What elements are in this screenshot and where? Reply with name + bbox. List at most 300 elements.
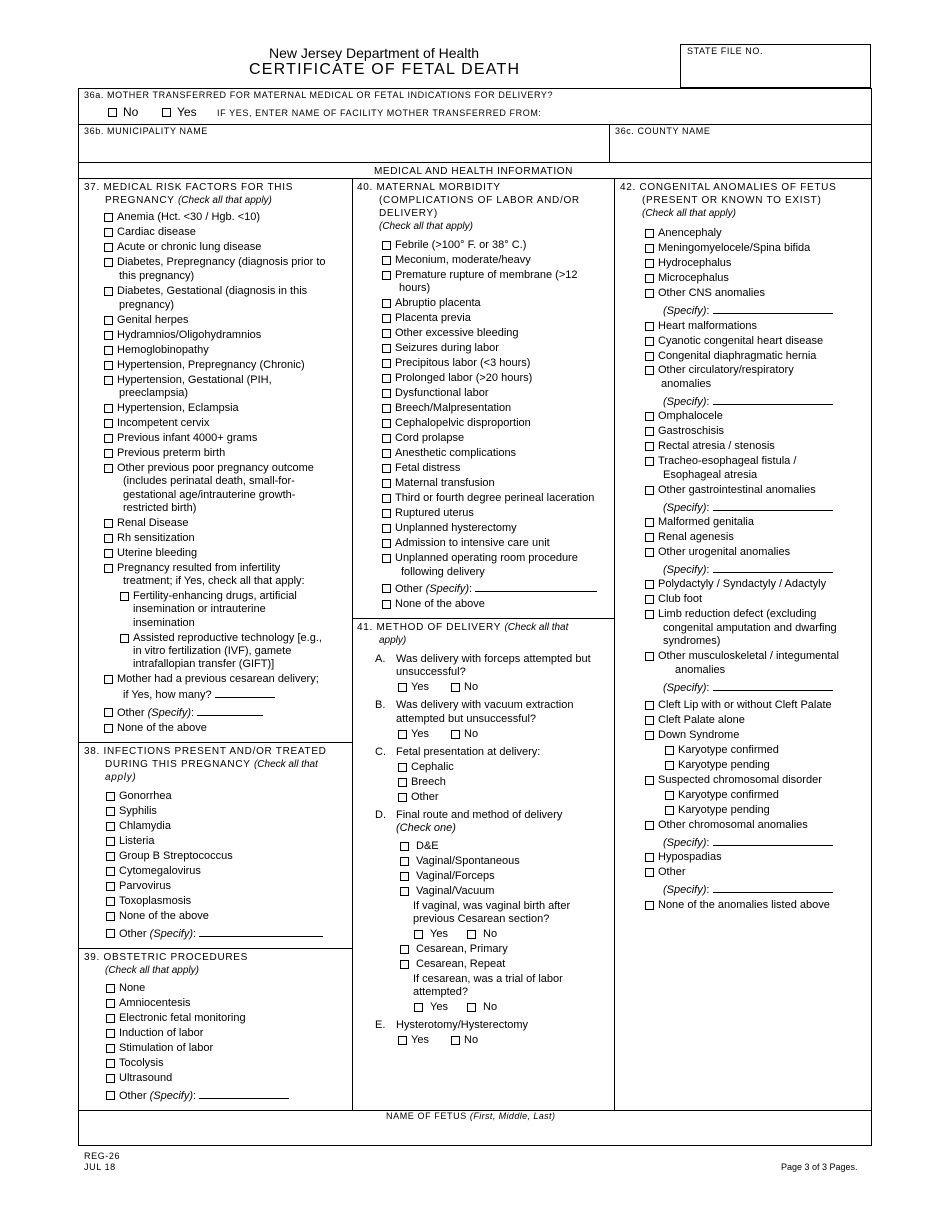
checkbox[interactable]: [645, 486, 654, 495]
q37-title-line1: 37. MEDICAL RISK FACTORS FOR THIS: [84, 182, 294, 193]
checkbox[interactable]: [106, 1059, 115, 1068]
checkbox[interactable]: [645, 244, 654, 253]
q41-b-letter: B.: [375, 699, 386, 711]
checkbox[interactable]: [451, 683, 460, 692]
item-label: Genital herpes: [117, 314, 189, 326]
checkbox[interactable]: [106, 822, 115, 831]
fetus-name-title: NAME OF FETUS: [386, 1111, 467, 1121]
checkbox[interactable]: [645, 289, 654, 298]
q41-title-line1: 41. METHOD OF DELIVERY: [357, 622, 501, 633]
checkbox[interactable]: [104, 449, 113, 458]
fetus-name-field[interactable]: [80, 1123, 870, 1144]
specify-field[interactable]: [713, 563, 833, 573]
checkbox[interactable]: [645, 259, 654, 268]
item-label: Other CNS anomalies: [658, 287, 765, 299]
item-label: Suspected chromosomal disorder: [658, 774, 822, 786]
item-label: Vaginal/Spontaneous: [416, 855, 520, 867]
item-label: Diabetes, Gestational (diagnosis in this: [117, 285, 308, 297]
item-label: Polydactyly / Syndactyly / Adactyly: [658, 578, 827, 590]
q37-title: [84, 181, 293, 207]
checkbox[interactable]: [104, 534, 113, 543]
item-label: Fertility-enhancing drugs, artificial: [133, 590, 297, 602]
specify-field[interactable]: [713, 836, 833, 846]
municipality-field[interactable]: [80, 138, 607, 160]
q37-item-cont: treatment; if Yes, check all that apply:: [123, 575, 305, 587]
item-label: Rh sensitization: [117, 532, 195, 544]
checkbox[interactable]: [382, 449, 391, 458]
checkbox[interactable]: [104, 258, 113, 267]
q42-item-cont: anomalies: [675, 664, 726, 676]
checkbox[interactable]: [398, 763, 407, 772]
no-label: No: [483, 928, 498, 940]
checkbox[interactable]: [645, 853, 654, 862]
q37-how-many: [123, 688, 275, 703]
item-label: Toxoplasmosis: [119, 895, 192, 907]
checkbox[interactable]: [104, 228, 113, 237]
checkbox[interactable]: [382, 389, 391, 398]
item-label: Ruptured uterus: [395, 507, 474, 519]
item-label: Third or fourth degree perineal laceration: [395, 492, 595, 504]
specify-field[interactable]: [713, 681, 833, 691]
checkbox[interactable]: [120, 634, 129, 643]
checkbox[interactable]: [106, 912, 115, 921]
item-label: Seizures during labor: [395, 342, 499, 354]
checkbox[interactable]: [382, 419, 391, 428]
checkbox[interactable]: [106, 897, 115, 906]
specify-label: (Specify): [425, 583, 469, 595]
item-label: Other: [119, 1090, 147, 1102]
item-label: Stimulation of labor: [119, 1042, 214, 1054]
item-label: Amniocentesis: [119, 997, 191, 1009]
item-label: Mother had a previous cesarean delivery;: [117, 673, 319, 685]
checkbox[interactable]: [106, 867, 115, 876]
item-label: Hypertension, Eclampsia: [117, 402, 239, 414]
q37-item-cont: pregnancy): [119, 299, 175, 311]
q41-d-trial-question-cont: attempted?: [413, 986, 469, 998]
yes-label: Yes: [411, 681, 429, 693]
item-label: Previous infant 4000+ grams: [117, 432, 258, 444]
checkbox[interactable]: [104, 724, 113, 733]
checkbox[interactable]: [382, 600, 391, 609]
item-label: D&E: [416, 840, 439, 852]
item-label: Renal Disease: [117, 517, 189, 529]
checkbox[interactable]: [104, 316, 113, 325]
specify-label: (Specify): [663, 564, 707, 576]
item-label: None of the above: [395, 598, 485, 610]
checkbox[interactable]: [382, 256, 391, 265]
specify-field[interactable]: [197, 706, 263, 716]
checkbox[interactable]: [106, 1029, 115, 1038]
checkbox[interactable]: [467, 930, 476, 939]
yes-label: Yes: [411, 728, 429, 740]
q40-title-line1: 40. MATERNAL MORBIDITY: [357, 182, 501, 193]
q41-a-question: Was delivery with forceps attempted but: [396, 653, 591, 665]
checkbox[interactable]: [645, 366, 654, 375]
checkbox[interactable]: [400, 872, 409, 881]
no-label: No: [464, 728, 479, 740]
checkbox[interactable]: [645, 776, 654, 785]
q36a-yes-checkbox[interactable]: [162, 108, 171, 117]
q36a-no-checkbox[interactable]: [108, 108, 117, 117]
checkbox[interactable]: [382, 329, 391, 338]
checkbox[interactable]: [382, 241, 391, 250]
specify-label: (Specify): [663, 837, 707, 849]
item-label: None of the above: [117, 722, 207, 734]
q36a-no-label: No: [123, 105, 139, 119]
item-label: Parvovirus: [119, 880, 171, 892]
checkbox[interactable]: [414, 1003, 423, 1012]
checkbox[interactable]: [665, 806, 674, 815]
checkbox[interactable]: [398, 793, 407, 802]
item-label: Other musculoskeletal / integumental: [658, 650, 839, 662]
specify-label: (Specify): [149, 1090, 193, 1102]
q42-item-cont: anomalies: [661, 378, 712, 390]
item-label: Assisted reproductive technology [e.g.,: [133, 632, 322, 644]
q37-item-cont: this pregnancy): [119, 270, 195, 282]
q42-title: [620, 181, 836, 220]
q37-item-cont: in vitro fertilization (IVF), gamete: [133, 645, 292, 657]
checkbox[interactable]: [645, 652, 654, 661]
item-label: Unplanned hysterectomy: [395, 522, 517, 534]
q39-title: [84, 951, 248, 977]
checkbox[interactable]: [382, 344, 391, 353]
checkbox[interactable]: [645, 716, 654, 725]
checkbox[interactable]: [104, 549, 113, 558]
checkbox[interactable]: [645, 731, 654, 740]
checkbox[interactable]: [104, 331, 113, 340]
checkbox[interactable]: [106, 999, 115, 1008]
item-label: Meconium, moderate/heavy: [395, 254, 531, 266]
checkbox[interactable]: [104, 434, 113, 443]
q41-c-letter: C.: [375, 746, 386, 758]
checkbox[interactable]: [104, 404, 113, 413]
specify-field[interactable]: [713, 501, 833, 511]
checkbox[interactable]: [400, 857, 409, 866]
q37-item-cont: insemination or intrauterine: [133, 603, 266, 615]
checkbox[interactable]: [106, 792, 115, 801]
q38-title-line1: 38. INFECTIONS PRESENT AND/OR TREATED: [84, 746, 327, 757]
specify-label: (Specify): [663, 884, 707, 896]
item-label: Cord prolapse: [395, 432, 465, 444]
item-label: Previous preterm birth: [117, 447, 226, 459]
q41-d-question: Final route and method of delivery: [396, 809, 563, 821]
item-label: Other urogenital anomalies: [658, 546, 791, 558]
item-label: Limb reduction defect (excluding: [658, 608, 817, 620]
item-label: Other: [395, 583, 423, 595]
q38-title-line2: DURING THIS PREGNANCY: [105, 759, 251, 770]
checkbox[interactable]: [451, 1036, 460, 1045]
item-label: Anesthetic complications: [395, 447, 517, 459]
q40-item-cont: following delivery: [401, 566, 485, 578]
checkbox[interactable]: [645, 868, 654, 877]
item-label: Breech: [411, 776, 446, 788]
item-label: Other: [658, 866, 686, 878]
item-label: Prolonged labor (>20 hours): [395, 372, 533, 384]
item-label: Malformed genitalia: [658, 516, 754, 528]
checkbox[interactable]: [398, 730, 407, 739]
checkbox[interactable]: [104, 376, 113, 385]
checkbox[interactable]: [106, 1091, 115, 1100]
q41-d-trial-question: If cesarean, was a trial of labor: [413, 973, 563, 985]
checkbox[interactable]: [106, 929, 115, 938]
specify-field[interactable]: [713, 304, 833, 314]
q42-specify: (Specify):: [663, 681, 833, 696]
checkbox[interactable]: [104, 361, 113, 370]
item-label: Admission to intensive care unit: [395, 537, 550, 549]
item-label: Febrile (>100° F. or 38° C.): [395, 239, 527, 251]
item-label: Cleft Lip with or without Cleft Palate: [658, 699, 832, 711]
q37-item-cont: gestational age/intrauterine growth-: [123, 489, 296, 501]
q41-e-letter: E.: [375, 1019, 386, 1031]
q42-item-cont: congenital amputation and dwarfing: [663, 622, 837, 634]
state-file-label: STATE FILE NO.: [687, 46, 764, 56]
checkbox[interactable]: [104, 419, 113, 428]
q39-title-line1: 39. OBSTETRIC PROCEDURES: [84, 952, 249, 963]
checkbox[interactable]: [382, 404, 391, 413]
item-label: Diabetes, Prepregnancy (diagnosis prior to: [117, 256, 326, 268]
checkbox[interactable]: [645, 352, 654, 361]
item-label: Hypertension, Prepregnancy (Chronic): [117, 359, 305, 371]
checkbox[interactable]: [382, 374, 391, 383]
q37-item-cont: intrafallopian transfer (GIFT)]: [133, 658, 275, 670]
checkbox[interactable]: [382, 314, 391, 323]
item-label: Incompetent cervix: [117, 417, 210, 429]
checkbox[interactable]: [106, 1014, 115, 1023]
q41-check-note2: apply): [379, 635, 407, 646]
checkbox[interactable]: [382, 539, 391, 548]
specify-field[interactable]: [199, 927, 323, 937]
fetus-name-sub: (First, Middle, Last): [469, 1111, 556, 1121]
checkbox[interactable]: [382, 524, 391, 533]
checkbox[interactable]: [104, 464, 113, 473]
q41-d-vbac-question: If vaginal, was vaginal birth after: [413, 900, 571, 912]
item-label: Down Syndrome: [658, 729, 740, 741]
specify-field[interactable]: [713, 883, 833, 893]
item-label: Cesarean, Primary: [416, 943, 508, 955]
checkbox[interactable]: [104, 708, 113, 717]
q42-specify: (Specify):: [663, 304, 833, 319]
item-label: None: [119, 982, 146, 994]
checkbox[interactable]: [382, 434, 391, 443]
checkbox[interactable]: [645, 533, 654, 542]
checkbox[interactable]: [106, 984, 115, 993]
section-title: MEDICAL AND HEALTH INFORMATION: [374, 166, 573, 177]
q42-title-line1: 42. CONGENITAL ANOMALIES OF FETUS: [620, 182, 837, 193]
item-label: Vaginal/Forceps: [416, 870, 495, 882]
checkbox[interactable]: [400, 945, 409, 954]
q42-item-cont: syndromes): [663, 635, 721, 647]
q41-title: [357, 621, 568, 647]
item-label: Cyanotic congenital heart disease: [658, 335, 824, 347]
specify-field[interactable]: [475, 582, 597, 592]
checkbox[interactable]: [665, 791, 674, 800]
item-label: Karyotype confirmed: [678, 789, 779, 801]
checkbox[interactable]: [382, 494, 391, 503]
checkbox[interactable]: [106, 1044, 115, 1053]
q36a-yes-label: Yes: [177, 105, 197, 119]
checkbox[interactable]: [382, 509, 391, 518]
checkbox[interactable]: [104, 564, 113, 573]
q37-item-cont: preeclampsia): [119, 387, 189, 399]
q41-d-letter: D.: [375, 809, 386, 821]
item-label: Cleft Palate alone: [658, 714, 745, 726]
item-label: Hypertension, Gestational (PIH,: [117, 374, 272, 386]
checkbox[interactable]: [106, 852, 115, 861]
checkbox[interactable]: [382, 271, 391, 280]
no-label: No: [483, 1001, 498, 1013]
item-label: Meningomyelocele/Spina bifida: [658, 242, 811, 254]
item-label: Karyotype confirmed: [678, 744, 779, 756]
checkbox[interactable]: [467, 1003, 476, 1012]
checkbox[interactable]: [382, 464, 391, 473]
item-label: Unplanned operating room procedure: [395, 552, 578, 564]
item-label: Other chromosomal anomalies: [658, 819, 808, 831]
item-label: Ultrasound: [119, 1072, 173, 1084]
item-label: Karyotype pending: [678, 759, 770, 771]
item-label: Gonorrhea: [119, 790, 172, 802]
q41-b-question-cont: attempted but unsuccessful?: [396, 713, 537, 725]
checkbox[interactable]: [106, 837, 115, 846]
state-file-box[interactable]: [680, 44, 871, 88]
checkbox[interactable]: [400, 842, 409, 851]
how-many-field[interactable]: [215, 688, 275, 698]
form-date: JUL 18: [84, 1162, 116, 1172]
q41-d-note: (Check one): [396, 822, 456, 834]
checkbox[interactable]: [104, 519, 113, 528]
q37-check-note: (Check all that apply): [177, 195, 272, 206]
checkbox[interactable]: [645, 701, 654, 710]
checkbox[interactable]: [414, 930, 423, 939]
q36a-label: 36a. MOTHER TRANSFERRED FOR MATERNAL MEDICAL OR FETAL INDICATIONS FOR DELIVERY?: [84, 90, 554, 100]
checkbox[interactable]: [104, 213, 113, 222]
item-label: Other gastrointestinal anomalies: [658, 484, 816, 496]
q40-title: [357, 181, 580, 233]
q40-item-cont: hours): [399, 282, 431, 294]
item-label: Chlamydia: [119, 820, 171, 832]
q42-specify: (Specify):: [663, 836, 833, 851]
q42-title-line2: (PRESENT OR KNOWN TO EXIST): [642, 195, 822, 206]
item-label: Hydrocephalus: [658, 257, 732, 269]
q37-item-cont: (includes perinatal death, small-for-: [123, 475, 295, 487]
q36a-facility-prompt: IF YES, ENTER NAME OF FACILITY MOTHER TRANSFERRED FROM:: [217, 108, 542, 118]
item-label: Renal agenesis: [658, 531, 734, 543]
item-label: Precipitous labor (<3 hours): [395, 357, 531, 369]
checkbox[interactable]: [645, 595, 654, 604]
checkbox[interactable]: [645, 427, 654, 436]
checkbox[interactable]: [104, 346, 113, 355]
q42-check-note: (Check all that apply): [642, 208, 736, 219]
agency-name: New Jersey Department of Health: [269, 45, 480, 61]
checkbox[interactable]: [645, 229, 654, 238]
q41-check-note: (Check all that: [504, 622, 569, 633]
yes-label: Yes: [411, 1034, 429, 1046]
item-label: Other circulatory/respiratory: [658, 364, 794, 376]
checkbox[interactable]: [665, 746, 674, 755]
checkbox[interactable]: [645, 412, 654, 421]
checkbox[interactable]: [645, 518, 654, 527]
specify-label: (Specify): [147, 707, 191, 719]
item-label: Tocolysis: [119, 1057, 164, 1069]
checkbox[interactable]: [665, 761, 674, 770]
checkbox[interactable]: [645, 442, 654, 451]
how-many-label: if Yes, how many?: [123, 689, 212, 701]
checkbox[interactable]: [398, 1036, 407, 1045]
q42-specify: (Specify):: [663, 563, 833, 578]
checkbox[interactable]: [645, 457, 654, 466]
item-label: Hypospadias: [658, 851, 722, 863]
q38-check-note: (Check all that: [253, 759, 318, 770]
specify-field[interactable]: [713, 395, 833, 405]
checkbox[interactable]: [645, 322, 654, 331]
no-label: No: [464, 1034, 479, 1046]
checkbox[interactable]: [382, 299, 391, 308]
checkbox[interactable]: [382, 554, 391, 563]
specify-label: (Specify): [663, 502, 707, 514]
checkbox[interactable]: [645, 610, 654, 619]
q42-specify: (Specify):: [663, 395, 833, 410]
checkbox[interactable]: [398, 778, 407, 787]
checkbox[interactable]: [106, 1074, 115, 1083]
specify-field[interactable]: [199, 1089, 289, 1099]
q41-a-letter: A.: [375, 653, 386, 665]
q37-item-cont: insemination: [133, 617, 195, 629]
q41-d-vbac-question-cont: previous Cesarean section?: [413, 913, 550, 925]
checkbox[interactable]: [400, 887, 409, 896]
checkbox[interactable]: [645, 548, 654, 557]
checkbox[interactable]: [645, 274, 654, 283]
checkbox[interactable]: [645, 337, 654, 346]
q42-specify: (Specify):: [663, 501, 833, 516]
checkbox[interactable]: [106, 882, 115, 891]
q41-a-question-cont: unsuccessful?: [396, 666, 466, 678]
checkbox[interactable]: [382, 479, 391, 488]
item-label: Karyotype pending: [678, 804, 770, 816]
checkbox[interactable]: [104, 675, 113, 684]
checkbox[interactable]: [645, 580, 654, 589]
checkbox[interactable]: [645, 821, 654, 830]
checkbox[interactable]: [120, 592, 129, 601]
checkbox[interactable]: [451, 730, 460, 739]
checkbox[interactable]: [382, 359, 391, 368]
q38-check-note2: apply): [105, 772, 137, 783]
q42-specify: (Specify):: [663, 883, 833, 898]
form-title: CERTIFICATE OF FETAL DEATH: [249, 61, 521, 78]
item-label: Cytomegalovirus: [119, 865, 201, 877]
item-label: Group B Streptococcus: [119, 850, 233, 862]
item-label: Fetal distress: [395, 462, 461, 474]
yes-label: Yes: [430, 928, 448, 940]
item-label: Other: [119, 928, 147, 940]
item-label: Rectal atresia / stenosis: [658, 440, 775, 452]
checkbox[interactable]: [400, 960, 409, 969]
county-field[interactable]: [612, 138, 869, 160]
q37-title-line2: PREGNANCY: [105, 195, 175, 206]
checkbox[interactable]: [106, 807, 115, 816]
checkbox[interactable]: [104, 243, 113, 252]
item-label: Cephalic: [411, 761, 454, 773]
item-label: Other: [411, 791, 439, 803]
checkbox[interactable]: [645, 901, 654, 910]
item-label: Acute or chronic lung disease: [117, 241, 262, 253]
checkbox[interactable]: [382, 584, 391, 593]
item-label: Hemoglobinopathy: [117, 344, 209, 356]
yes-label: Yes: [430, 1001, 448, 1013]
item-label: Heart malformations: [658, 320, 758, 332]
checkbox[interactable]: [104, 287, 113, 296]
item-label: Anencephaly: [658, 227, 722, 239]
item-label: Maternal transfusion: [395, 477, 495, 489]
checkbox[interactable]: [398, 683, 407, 692]
